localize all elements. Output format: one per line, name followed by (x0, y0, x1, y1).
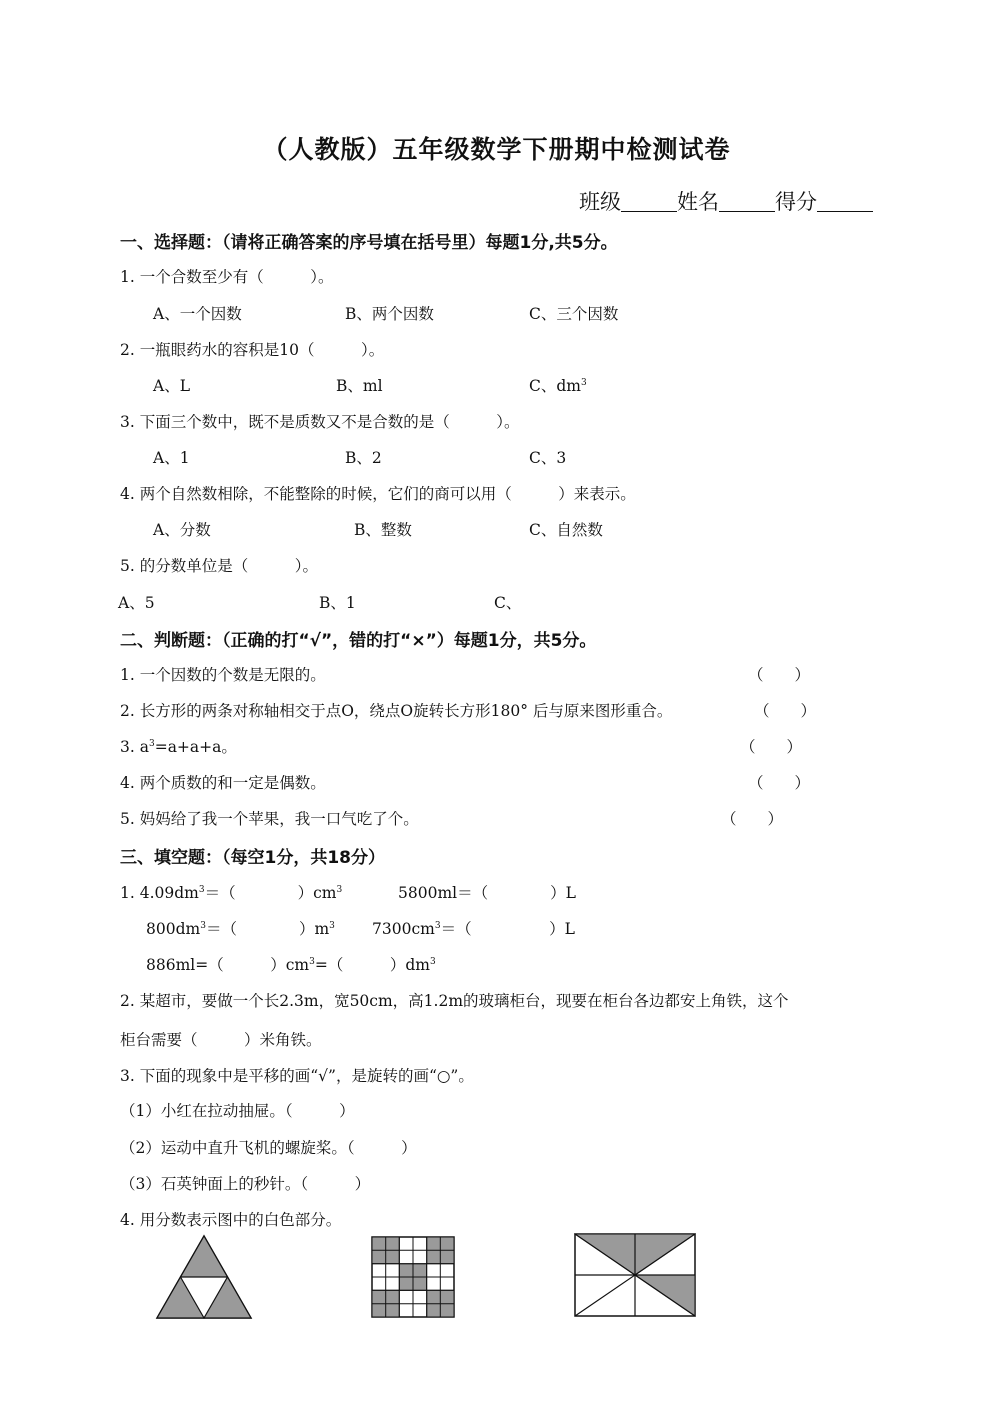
s2-item-3-answer[interactable]: （ ） (740, 738, 803, 756)
score-label: 得分 (775, 190, 817, 214)
s1-q5-option-b: B、1 (319, 594, 356, 612)
s1-q1-option-a: A、一个因数 (153, 305, 242, 323)
s2-item-3-pre: 3. a (120, 738, 149, 756)
s1-q5-option-a: A、5 (118, 594, 155, 612)
triangle-top-shaded (181, 1236, 228, 1277)
s3-q1-r1a-sup2: 3 (336, 885, 343, 895)
s3-q3-item-1: （1）小红在拉动抽屉。（ ） (120, 1102, 355, 1120)
s3-q1-r2a-sup1: 3 (200, 921, 206, 931)
s1-q3-option-a: A、1 (153, 449, 190, 467)
s1-q1: 1. 一个合数至少有（ ）。 (120, 268, 334, 286)
figure-rectangle (574, 1233, 696, 1317)
s2-item-1: 1. 一个因数的个数是无限的。 (120, 666, 326, 684)
score-blank[interactable] (817, 191, 873, 212)
s3-q1-r3-sup1: 3 (309, 957, 315, 967)
name-blank[interactable] (719, 191, 775, 212)
s3-q4: 4. 用分数表示图中的白色部分。 (120, 1211, 342, 1229)
s1-q3-option-c: C、3 (529, 449, 567, 467)
s1-q4-option-a: A、分数 (153, 521, 211, 539)
section-3-heading: 三、填空题：（每空1分，共18分） (120, 848, 385, 868)
s3-q1-row2-part1 (146, 917, 335, 939)
s3-q3-item-3: （3）石英钟面上的秒针。（ ） (120, 1175, 371, 1193)
name-label: 姓名 (677, 190, 719, 214)
s1-q2-option-c-text: C、dm (529, 377, 581, 395)
class-label: 班级 (579, 190, 621, 214)
s2-item-2: 2. 长方形的两条对称轴相交于点O，绕点O旋转长方形180° 后与原来图形重合。 (120, 702, 673, 720)
s3-q1-row1-part2: 5800ml＝（ ）L (398, 884, 576, 902)
section-1-heading: 一、选择题：（请将正确答案的序号填在括号里）每题1分,共5分。 (120, 233, 618, 253)
class-blank[interactable] (621, 191, 677, 212)
s1-q2-option-a: A、L (153, 377, 190, 395)
s1-q1-option-b: B、两个因数 (345, 305, 434, 323)
s2-item-1-answer[interactable]: （ ） (748, 666, 811, 684)
s1-q2-option-c-sup: 3 (580, 378, 587, 388)
figure-grid (371, 1236, 455, 1318)
s3-q1-r1a-sup1: 3 (198, 885, 205, 895)
figure-triangle (155, 1234, 253, 1320)
s3-q1-r3-pre: 886ml=（ ）cm (146, 956, 310, 974)
s1-q4-option-c: C、自然数 (529, 521, 603, 539)
student-info-line (579, 186, 873, 216)
section-2-heading: 二、判断题：（正确的打“√”，错的打“×”）每题1分，共5分。 (120, 631, 597, 651)
s1-q4-option-b: B、整数 (354, 521, 412, 539)
s3-q1-row1-part1 (120, 881, 342, 903)
s2-item-2-answer[interactable]: （ ） (754, 702, 817, 720)
s3-q1-r2a-pre: 800dm (146, 920, 201, 938)
s3-q2-line1: 2. 某超市，要做一个长2.3m，宽50cm，高1.2m的玻璃柜台，现要在柜台各边都安上角铁，这个 (120, 992, 789, 1010)
rect-division-lines (575, 1234, 695, 1316)
s1-q5: 5. 的分数单位是（ ）。 (120, 557, 318, 575)
s2-item-5: 5. 妈妈给了我一个苹果，我一口气吃了个。 (120, 810, 419, 828)
s2-item-3-sup: 3 (148, 739, 155, 749)
s3-q3: 3. 下面的现象中是平移的画“√”，是旋转的画“○”。 (120, 1067, 474, 1085)
s3-q1-r2b-sup: 3 (434, 921, 441, 931)
s1-q3: 3. 下面三个数中，既不是质数又不是合数的是（ ）。 (120, 413, 520, 431)
s2-item-3 (120, 735, 237, 757)
s1-q3-option-b: B、2 (345, 449, 382, 467)
s1-q2-option-c (529, 374, 587, 396)
s2-item-5-answer[interactable]: （ ） (721, 810, 784, 828)
s3-q1-r2b-pre: 7300cm (372, 920, 435, 938)
s1-q2: 2. 一瓶眼药水的容积是10（ ）。 (120, 341, 385, 359)
s1-q1-option-c: C、三个因数 (529, 305, 619, 323)
s3-q1-row2-part2 (372, 917, 575, 939)
s3-q1-r3-sup2: 3 (429, 957, 436, 967)
s3-q1-r2a-mid: ＝（ ）m (205, 920, 330, 938)
s3-q1-r3-mid: =（ ）dm (314, 956, 430, 974)
s3-q1-r2b-mid: ＝（ ）L (440, 920, 575, 938)
s2-item-4-answer[interactable]: （ ） (748, 774, 811, 792)
s3-q2-line2: 柜台需要（ ）米角铁。 (120, 1031, 322, 1049)
s2-item-4: 4. 两个质数的和一定是偶数。 (120, 774, 326, 792)
s1-q5-option-c: C、 (494, 594, 522, 612)
s2-item-3-post: =a+a+a。 (154, 738, 237, 756)
s3-q1-row3 (146, 953, 436, 975)
page-title: （人教版）五年级数学下册期中检测试卷 (262, 135, 731, 164)
s1-q2-option-b: B、ml (336, 377, 383, 395)
s3-q3-item-2: （2）运动中直升飞机的螺旋桨。（ ） (120, 1139, 417, 1157)
s3-q1-r2a-sup2: 3 (329, 921, 335, 931)
s3-q1-r1a-pre: 1. 4.09dm (120, 884, 199, 902)
s3-q1-r1a-mid: ＝（ ）cm (204, 884, 337, 902)
s1-q4: 4. 两个自然数相除，不能整除的时候，它们的商可以用（ ）来表示。 (120, 485, 636, 503)
